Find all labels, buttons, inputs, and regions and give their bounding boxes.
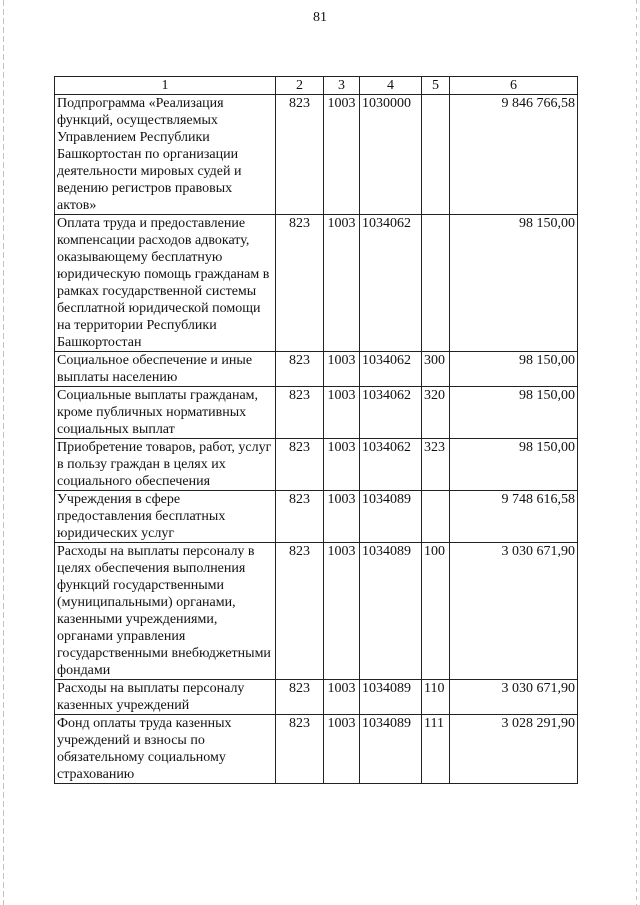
row-target-code: 1030000 (360, 95, 422, 215)
row-ministry-code: 823 (276, 680, 324, 715)
row-ministry-code: 823 (276, 439, 324, 491)
row-expense-type (422, 95, 450, 215)
row-target-code: 1034089 (360, 680, 422, 715)
row-ministry-code: 823 (276, 543, 324, 680)
table-body (55, 95, 578, 784)
row-section-code: 1003 (324, 215, 360, 352)
row-ministry-code: 823 (276, 387, 324, 439)
budget-table (54, 76, 578, 784)
scan-edge-left (3, 0, 4, 905)
page-number: 81 (313, 10, 327, 25)
table-row (55, 95, 578, 215)
row-section-code: 1003 (324, 95, 360, 215)
header-col-1: 1 (55, 77, 276, 95)
table-row (55, 439, 578, 491)
row-target-code: 1034089 (360, 715, 422, 784)
row-name: Подпрограмма «Реализация функций, осуществляемых Управлением Республики Башкортостан по организации деятельности мировых судей и ведению регистров правовых актов» (55, 95, 276, 215)
row-target-code: 1034062 (360, 352, 422, 387)
row-amount: 98 150,00 (450, 352, 578, 387)
row-section-code: 1003 (324, 491, 360, 543)
row-name: Учреждения в сфере предоставления бесплатных юридических услуг (55, 491, 276, 543)
row-expense-type: 323 (422, 439, 450, 491)
row-expense-type (422, 215, 450, 352)
row-ministry-code: 823 (276, 715, 324, 784)
row-name: Расходы на выплаты персоналу казенных учреждений (55, 680, 276, 715)
row-section-code: 1003 (324, 680, 360, 715)
row-amount: 3 030 671,90 (450, 680, 578, 715)
row-name: Фонд оплаты труда казенных учреждений и взносы по обязательному социальному страхованию (55, 715, 276, 784)
header-col-4: 4 (360, 77, 422, 95)
row-ministry-code: 823 (276, 215, 324, 352)
row-name: Социальное обеспечение и иные выплаты населению (55, 352, 276, 387)
header-col-6: 6 (450, 77, 578, 95)
row-name: Расходы на выплаты персоналу в целях обеспечения выполнения функций государственными (муниципальными) органами, казенными учреждениями, органами управления государственными внебюджетными фондами (55, 543, 276, 680)
table-row (55, 215, 578, 352)
row-ministry-code: 823 (276, 352, 324, 387)
table-row (55, 715, 578, 784)
header-col-2: 2 (276, 77, 324, 95)
row-amount: 3 030 671,90 (450, 543, 578, 680)
row-section-code: 1003 (324, 439, 360, 491)
table-row (55, 680, 578, 715)
row-expense-type (422, 491, 450, 543)
row-target-code: 1034062 (360, 439, 422, 491)
row-target-code: 1034062 (360, 215, 422, 352)
row-expense-type: 100 (422, 543, 450, 680)
header-col-3: 3 (324, 77, 360, 95)
header-row (55, 77, 578, 95)
table-row (55, 387, 578, 439)
row-amount: 9 748 616,58 (450, 491, 578, 543)
row-target-code: 1034062 (360, 387, 422, 439)
row-name: Социальные выплаты гражданам, кроме публичных нормативных социальных выплат (55, 387, 276, 439)
table-row (55, 352, 578, 387)
row-section-code: 1003 (324, 387, 360, 439)
row-expense-type: 300 (422, 352, 450, 387)
row-amount: 3 028 291,90 (450, 715, 578, 784)
row-amount: 98 150,00 (450, 215, 578, 352)
row-name: Приобретение товаров, работ, услуг в пользу граждан в целях их социального обеспечения (55, 439, 276, 491)
row-expense-type: 320 (422, 387, 450, 439)
row-section-code: 1003 (324, 715, 360, 784)
row-ministry-code: 823 (276, 491, 324, 543)
row-amount: 98 150,00 (450, 387, 578, 439)
row-expense-type: 110 (422, 680, 450, 715)
row-section-code: 1003 (324, 352, 360, 387)
row-ministry-code: 823 (276, 95, 324, 215)
row-target-code: 1034089 (360, 543, 422, 680)
row-amount: 9 846 766,58 (450, 95, 578, 215)
row-name: Оплата труда и предоставление компенсации расходов адвокату, оказывающему бесплатную юридическую помощь гражданам в рамках государственной системы бесплатной юридической помощи на территории Республики Башкортостан (55, 215, 276, 352)
table-row (55, 491, 578, 543)
row-section-code: 1003 (324, 543, 360, 680)
table-header (55, 77, 578, 95)
row-target-code: 1034089 (360, 491, 422, 543)
header-col-5: 5 (422, 77, 450, 95)
scan-edge-right (636, 0, 637, 905)
row-amount: 98 150,00 (450, 439, 578, 491)
row-expense-type: 111 (422, 715, 450, 784)
table-row (55, 543, 578, 680)
